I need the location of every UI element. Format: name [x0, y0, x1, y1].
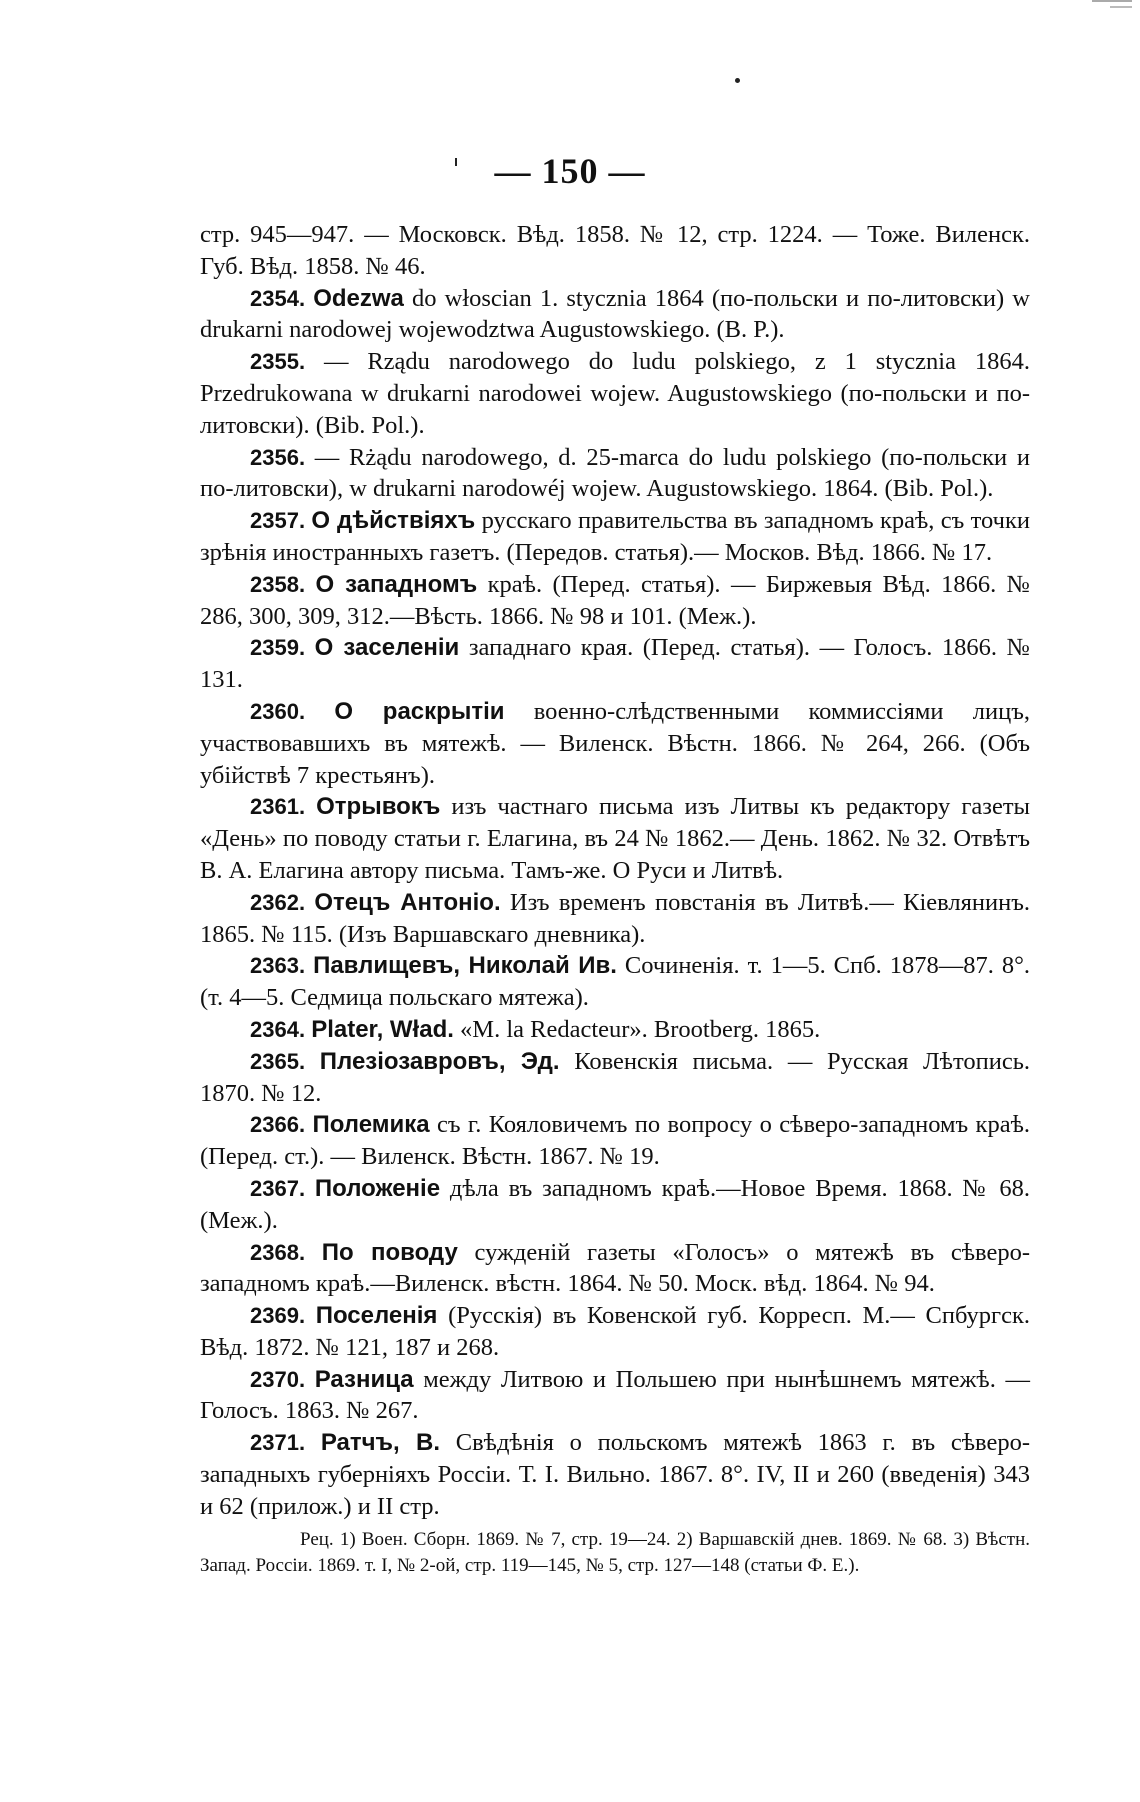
- entry-number: 2365.: [250, 1048, 306, 1074]
- scan-edge-mark: [1110, 6, 1132, 8]
- entry-text: — Rżądu narodowego, d. 25-marca do ludu polskiego (по-польски и по-литовски), w drukarni narodowéj wojew. Augustowskiego. 1864. (Bib. Pol.).: [200, 443, 1030, 503]
- bibliography-entry: [200, 442, 1030, 506]
- entry-text: между Литвою и Польшею при нынѣшнемъ мятежѣ. — Голосъ. 1863. № 267.: [200, 1365, 1030, 1425]
- entry-text: сужденій газеты «Голосъ» о мятежѣ въ сѣверо-западномъ краѣ.—Виленск. вѣстн. 1864. № 50. Моск. вѣд. 1864. № 94.: [200, 1238, 1030, 1298]
- entry-number: 2355.: [250, 349, 306, 375]
- entry-text: Свѣдѣнія о польскомъ мятежѣ 1863 г. въ сѣверо-западныхъ губерніяхъ Россіи. Т. I. Вильно. 1867. 8°. IV, II и 260 (введенія) 343 и 62 (прилож.) и II стр.: [200, 1429, 1031, 1520]
- entry-heading: Плезіозавровъ, Эд.: [319, 1047, 560, 1075]
- entry-text: западнаго края. (Перед. статья). — Голосъ. 1866. № 131.: [200, 634, 1031, 694]
- entry-number: 2370.: [250, 1366, 306, 1392]
- entry-heading: Отрывокъ: [316, 793, 441, 821]
- entry-heading: О дѣйствіяхъ: [311, 507, 476, 535]
- entry-heading: О заселеніи: [314, 634, 460, 662]
- bibliography-entry: [200, 696, 1030, 791]
- entry-text: съ г. Кояловичемъ по вопросу о сѣверо-западномъ краѣ. (Перед. ст.). — Виленск. Вѣстн. 1867. № 19.: [200, 1111, 1030, 1171]
- bibliography-entry: [200, 1364, 1030, 1428]
- scan-edge-mark: [1092, 0, 1132, 2]
- entry-number: 2368.: [250, 1239, 306, 1265]
- entry-heading: Положеніе: [314, 1174, 441, 1202]
- entry-number: 2354.: [250, 285, 306, 311]
- entry-number: 2363.: [250, 953, 306, 979]
- bibliography-entry: [200, 346, 1030, 441]
- entry-heading: По поводу: [321, 1238, 458, 1266]
- entry-number: 2369.: [250, 1303, 306, 1329]
- bibliography-text: [200, 219, 1030, 1579]
- bibliography-entry: [200, 950, 1030, 1014]
- continuation-paragraph: [200, 219, 1030, 283]
- entry-text: (Русскія) въ Ковенской губ. Корресп. М.— Спбургск. Вѣд. 1872. № 121, 187 и 268.: [200, 1302, 1030, 1361]
- entry-text: стр. 945—947. — Московск. Вѣд. 1858. № 12, стр. 1224. — Тоже. Виленск. Губ. Вѣд. 1858. № 46.: [200, 221, 1030, 280]
- bibliography-entry: [200, 505, 1030, 569]
- bibliography-entry: [200, 1173, 1030, 1237]
- entry-heading: Поселенія: [315, 1302, 438, 1330]
- bibliography-entry: [200, 1300, 1030, 1364]
- review-footnote: Рец. 1) Воен. Сборн. 1869. № 7, стр. 19—24. 2) Варшавскій днев. 1869. № 68. 3) Вѣстн. Запад. Россіи. 1869. т. I, № 2-ой, стр. 119—145, № 5, стр. 127—148 (статьи Ф. Е.).: [200, 1528, 1030, 1576]
- bibliography-entry: [200, 632, 1030, 696]
- bibliography-entry: [200, 283, 1030, 347]
- entry-number: 2359.: [250, 635, 306, 661]
- bibliography-entry: [200, 1427, 1030, 1522]
- entry-heading: Plater, Wład.: [311, 1015, 454, 1043]
- print-speck: [735, 78, 740, 83]
- entry-number: 2358.: [250, 571, 306, 597]
- entry-heading: Ратчъ, В.: [320, 1429, 440, 1457]
- entry-text: Ковенскія письма. — Русская Лѣтопись. 1870. № 12.: [200, 1047, 1030, 1107]
- entry-text: «M. la Redacteur». Brootberg. 1865.: [453, 1015, 821, 1043]
- entry-text: краѣ. (Перед. статья). — Биржевыя Вѣд. 1866. № 286, 300, 309, 312.—Вѣсть. 1866. № 98 и 101. (Меж.).: [200, 570, 1030, 630]
- entry-heading: О западномъ: [315, 570, 478, 598]
- bibliography-entry: [200, 887, 1030, 951]
- entry-text: изъ частнаго письма изъ Литвы къ редактору газеты «День» по поводу статьи г. Елагина, въ 24 № 1862.— День. 1862. № 32. Отвѣтъ В. А. Елагина автору письма. Тамъ-же. О Руси и Литвѣ.: [200, 793, 1030, 884]
- entry-number: 2362.: [250, 889, 306, 915]
- entry-number: 2360.: [250, 698, 306, 724]
- entry-number: 2367.: [250, 1175, 306, 1201]
- entry-text: do włoscian 1. stycznia 1864 (по-польски и по-литовски) w drukarni narodowej wojewodztwa Augustowskiego. (B. P.).: [200, 284, 1030, 344]
- entry-number: 2364.: [250, 1016, 306, 1042]
- entry-number: 2366.: [250, 1112, 306, 1138]
- page-number: — 150 —: [494, 151, 646, 191]
- bibliography-entry: [200, 1014, 1030, 1046]
- entry-heading: О раскрытіи: [334, 697, 505, 725]
- entry-heading: Odezwa: [313, 284, 404, 312]
- bibliography-entry: [200, 1237, 1030, 1301]
- entry-text: русскаго правительства въ западномъ краѣ, съ точки зрѣнія иностранныхъ газетъ. (Передов. статья).— Москов. Вѣд. 1866. № 17.: [200, 507, 1031, 566]
- entry-heading: Отецъ Антоніо.: [314, 888, 501, 916]
- entry-number: 2371.: [250, 1430, 306, 1456]
- entry-number: 2361.: [250, 794, 306, 820]
- entry-heading: Полемика: [312, 1111, 430, 1139]
- bibliography-entry: [200, 1109, 1030, 1173]
- bibliography-entry: [200, 569, 1030, 633]
- entry-heading: Разница: [314, 1365, 414, 1393]
- bibliography-entry: [200, 1046, 1030, 1110]
- entry-text: дѣла въ западномъ краѣ.—Новое Время. 1868. № 68. (Меж.).: [200, 1174, 1030, 1234]
- entry-number: 2356.: [250, 444, 306, 470]
- entry-text: — Rządu narodowego do ludu polskiego, z 1 stycznia 1864. Przedrukowana w drukarni narodowei wojew. Augustowskiego (по-польски и по-литовски). (Bib. Pol.).: [200, 348, 1030, 439]
- entry-text: Изъ временъ повстанія въ Литвѣ.— Кіевлянинъ. 1865. № 115. (Изъ Варшавскаго дневника).: [200, 888, 1031, 948]
- bibliography-entry: [200, 791, 1030, 886]
- entry-text: военно-слѣдственными коммиссіями лицъ, участвовавшихъ въ мятежѣ. — Виленск. Вѣстн. 1866. № 264, 266. (Объ убійствѣ 7 крестьянъ).: [200, 697, 1031, 789]
- entry-text: Сочиненія. т. 1—5. Спб. 1878—87. 8°. (т. 4—5. Седмица польскаго мятежа).: [200, 952, 1030, 1012]
- entry-number: 2357.: [250, 508, 306, 534]
- entry-heading: Павлищевъ, Николай Ив.: [313, 952, 617, 980]
